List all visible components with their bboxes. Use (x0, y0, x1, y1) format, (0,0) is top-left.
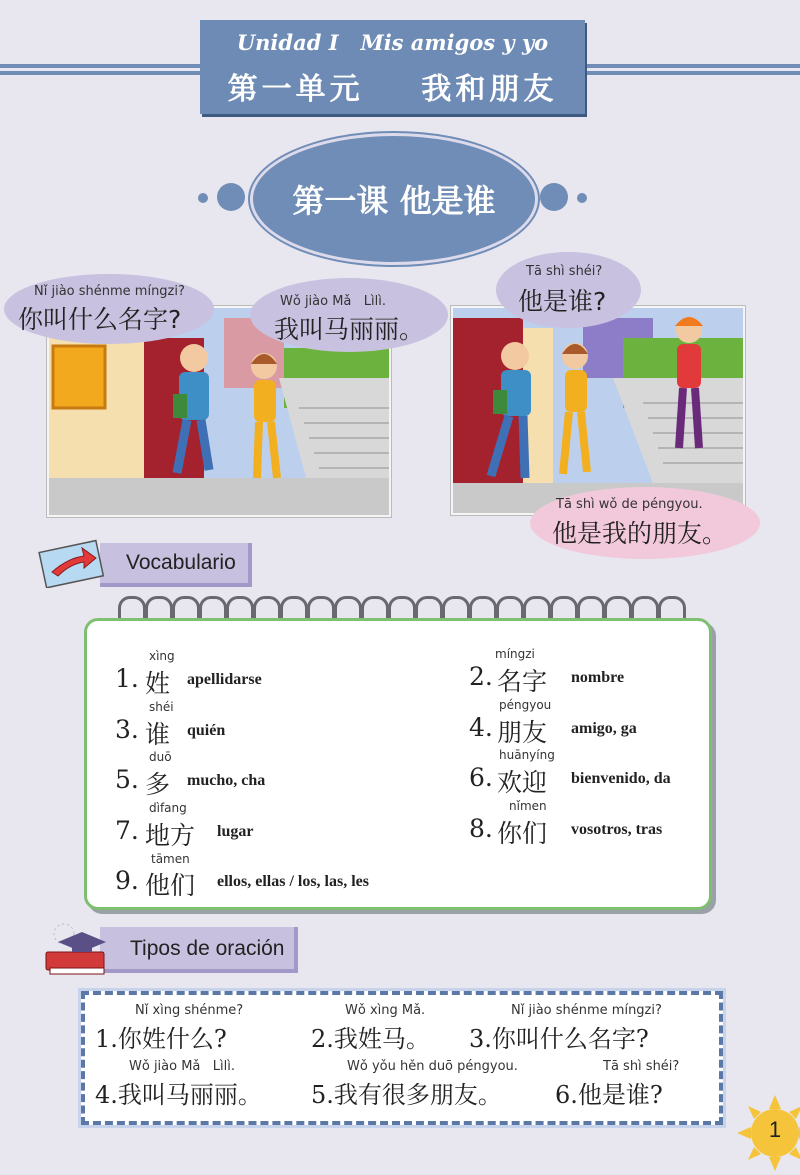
decor-dot (217, 183, 245, 211)
decor-dot (577, 193, 587, 203)
vocab-hanzi: 欢迎 (497, 768, 548, 797)
bubble-hanzi: 你叫什么名字? (18, 305, 182, 334)
vocab-hanzi: 朋友 (497, 718, 548, 747)
vocab-number: 7. (115, 816, 139, 845)
speech-bubble-name-question (4, 274, 214, 344)
vocab-hanzi: 名字 (497, 667, 548, 696)
sentence-text: 3.你叫什么名字? (469, 1025, 649, 1053)
sentence-pinyin: Nǐ xìng shénme? (135, 1003, 244, 1018)
bubble-pinyin: Tā shì shéi? (526, 264, 603, 279)
sentence-text: 2.我姓马。 (311, 1025, 430, 1053)
vocab-number: 3. (115, 715, 139, 744)
vocab-number: 1. (115, 664, 139, 693)
vocab-pinyin: nǐmen (509, 799, 547, 813)
vocabulary-notebook (84, 618, 712, 910)
book-graduation-cap-icon (32, 918, 112, 980)
vocab-pinyin: míngzi (495, 647, 535, 661)
vocab-meaning: quién (187, 722, 226, 739)
bubble-hanzi: 他是谁? (518, 287, 607, 316)
vocab-number: 9. (115, 866, 139, 895)
vocab-hanzi: 他们 (145, 871, 196, 900)
sentence-pinyin: Wǒ xìng Mǎ. (345, 1003, 426, 1018)
vocab-meaning: lugar (217, 823, 254, 840)
vocab-meaning: nombre (571, 669, 625, 686)
vocabulary-header-label: Vocabulario (126, 551, 236, 574)
sentence-pinyin: Wǒ jiào Mǎ Lìlì. (129, 1059, 236, 1074)
speech-bubble-who-question (496, 252, 641, 328)
vocab-number: 4. (469, 713, 493, 742)
speech-bubble-who-answer (530, 487, 760, 559)
comic-panel-2 (451, 306, 745, 515)
sentence-types-header-label: Tipos de oración (130, 937, 285, 960)
vocab-meaning: mucho, cha (187, 772, 266, 789)
unit-banner (200, 20, 585, 114)
sentence-types-box (81, 991, 723, 1125)
page-number: 1 (768, 1117, 782, 1142)
sentence-pinyin: Wǒ yǒu hěn duō péngyou. (347, 1059, 518, 1074)
sentence-types-header (100, 927, 298, 973)
comic-illustration-2 (453, 308, 743, 513)
vocab-meaning: bienvenido, da (571, 770, 671, 787)
sentence-text: 4.我叫马丽丽。 (95, 1081, 262, 1109)
vocab-hanzi: 多 (145, 770, 171, 799)
vocab-number: 6. (469, 763, 493, 792)
vocab-meaning: ellos, ellas / los, las, les (217, 873, 369, 890)
vocab-number: 8. (469, 814, 493, 843)
sentence-pinyin: Nǐ jiào shénme míngzi? (511, 1003, 662, 1018)
vocab-hanzi: 你们 (497, 819, 548, 848)
vocab-pinyin: péngyou (499, 698, 552, 712)
vocab-hanzi: 谁 (145, 720, 171, 749)
bubble-pinyin: Tā shì wǒ de péngyou. (556, 497, 703, 512)
vocab-meaning: apellidarse (187, 671, 262, 688)
vocab-hanzi: 姓 (145, 669, 171, 698)
lesson-title: 第一课 他是谁 (292, 182, 496, 220)
bubble-hanzi: 我叫马丽丽。 (274, 315, 425, 344)
vocabulary-header (100, 543, 252, 587)
bubble-pinyin: Wǒ jiào Mǎ Lìlì. (280, 294, 387, 309)
sentence-text: 6.他是谁? (555, 1081, 663, 1109)
vocab-pinyin: huānyíng (499, 748, 555, 762)
sentence-text: 5.我有很多朋友。 (311, 1081, 502, 1109)
vocab-meaning: amigo, ga (571, 720, 637, 737)
vocab-pinyin: xìng (149, 649, 175, 663)
lesson-title-badge (250, 133, 538, 265)
arrow-card-icon (34, 538, 110, 588)
sentence-pinyin: Tā shì shéi? (603, 1059, 680, 1074)
vocab-pinyin: tāmen (151, 852, 190, 866)
bubble-hanzi: 他是我的朋友。 (552, 519, 728, 548)
vocab-meaning: vosotros, tras (571, 821, 663, 838)
vocab-pinyin: dìfang (149, 801, 187, 815)
vocab-number: 2. (469, 662, 493, 691)
decor-dot (540, 183, 568, 211)
decor-dot (198, 193, 208, 203)
bubble-pinyin: Nǐ jiào shénme míngzi? (34, 284, 185, 299)
vocab-hanzi: 地方 (145, 821, 196, 850)
vocab-number: 5. (115, 765, 139, 794)
vocab-pinyin: duō (149, 750, 172, 764)
vocab-pinyin: shéi (149, 700, 174, 714)
speech-bubble-name-answer (250, 278, 448, 352)
sentence-text: 1.你姓什么? (95, 1025, 227, 1053)
unit-title-spanish: Unidad I Mis amigos y yo (236, 30, 549, 55)
unit-title-chinese: 第一单元 我和朋友 (227, 72, 558, 107)
